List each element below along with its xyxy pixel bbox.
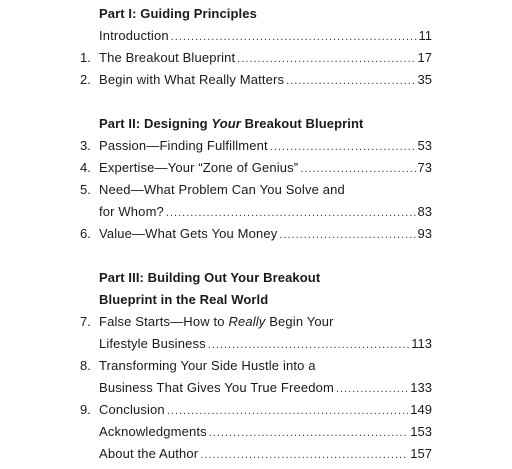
entry-number: 8. [80, 358, 91, 373]
dot-leader [279, 224, 415, 246]
entry-number: 3. [80, 138, 91, 153]
part-heading-line2: Blueprint in the Real World [99, 292, 269, 307]
entry-title-line1: Need—What Problem Can You Solve and [99, 182, 345, 197]
entry-page-number: 153 [410, 424, 432, 439]
dot-leader [300, 158, 415, 180]
entry-page-number: 83 [417, 204, 432, 219]
dot-leader [270, 136, 416, 158]
entry-title-line1: Transforming Your Side Hustle into a [99, 358, 316, 373]
entry-title: Value—What Gets You Money [99, 226, 278, 241]
entry-number: 4. [80, 160, 91, 175]
toc-entry [0, 399, 512, 421]
dot-leader [336, 378, 408, 400]
entry-title: Expertise—Your “Zone of Genius” [99, 160, 299, 175]
entry-number: 7. [80, 314, 91, 329]
dot-leader [167, 400, 408, 422]
entry-page-number: 53 [417, 138, 432, 153]
entry-title: Conclusion [99, 402, 165, 417]
entry-page-number: 93 [417, 226, 432, 241]
entry-page-number: 113 [411, 336, 432, 351]
entry-title: Begin with What Really Matters [99, 72, 285, 87]
entry-title: The Breakout Blueprint [99, 50, 236, 65]
toc-entry [0, 25, 512, 47]
toc-entry [0, 201, 512, 223]
entry-page-number: 35 [417, 72, 432, 87]
part-heading-pre: Part II: Designing [99, 116, 212, 131]
dot-leader [171, 26, 417, 48]
entry-number: 1. [80, 50, 91, 65]
toc-entry [0, 443, 512, 465]
entry-page-number: 73 [417, 160, 432, 175]
dot-leader [237, 48, 415, 70]
entry-page-number: 17 [417, 50, 432, 65]
part-heading [99, 113, 363, 135]
entry-title: Lifestyle Business [99, 336, 206, 351]
entry-title: Acknowledgments [99, 424, 207, 439]
entry-page-number: 133 [410, 380, 432, 395]
toc-entry-line1 [0, 179, 512, 201]
toc-entry-line1 [0, 311, 512, 333]
dot-leader [286, 70, 415, 92]
toc-entry [0, 333, 512, 355]
entry-title: About the Author [99, 446, 199, 461]
entry-title: Business That Gives You True Freedom [99, 380, 334, 395]
entry-title-post: Begin Your [265, 314, 334, 329]
entry-number: 6. [80, 226, 91, 241]
entry-number: 2. [80, 72, 91, 87]
toc-entry [0, 421, 512, 443]
dot-leader [208, 334, 410, 356]
dot-leader [166, 202, 416, 224]
entry-title: Passion—Finding Fulfillment [99, 138, 268, 153]
entry-title: for Whom? [99, 204, 164, 219]
entry-number: 5. [80, 182, 91, 197]
toc-entry [0, 157, 512, 179]
toc-entry [0, 135, 512, 157]
toc-entry [0, 223, 512, 245]
entry-title: Introduction [99, 28, 169, 43]
toc-entry [0, 69, 512, 91]
part-heading-post: Breakout Blueprint [240, 116, 364, 131]
toc-entry-line1 [0, 355, 512, 377]
entry-page-number: 11 [418, 28, 432, 43]
part-heading: Part I: Guiding Principles [99, 6, 257, 21]
entry-page-number: 157 [410, 446, 432, 461]
entry-title-line1 [99, 311, 334, 333]
part-heading-line1: Part III: Building Out Your Breakout [99, 270, 321, 285]
entry-title-pre: False Starts—How to [99, 314, 229, 329]
entry-page-number: 149 [410, 402, 432, 417]
toc-entry [0, 47, 512, 69]
entry-number: 9. [80, 402, 91, 417]
dot-leader [209, 422, 409, 444]
toc-entry [0, 377, 512, 399]
entry-title-emphasis: Really [228, 314, 266, 329]
dot-leader [200, 444, 408, 466]
part-heading-emphasis: Your [211, 116, 241, 131]
